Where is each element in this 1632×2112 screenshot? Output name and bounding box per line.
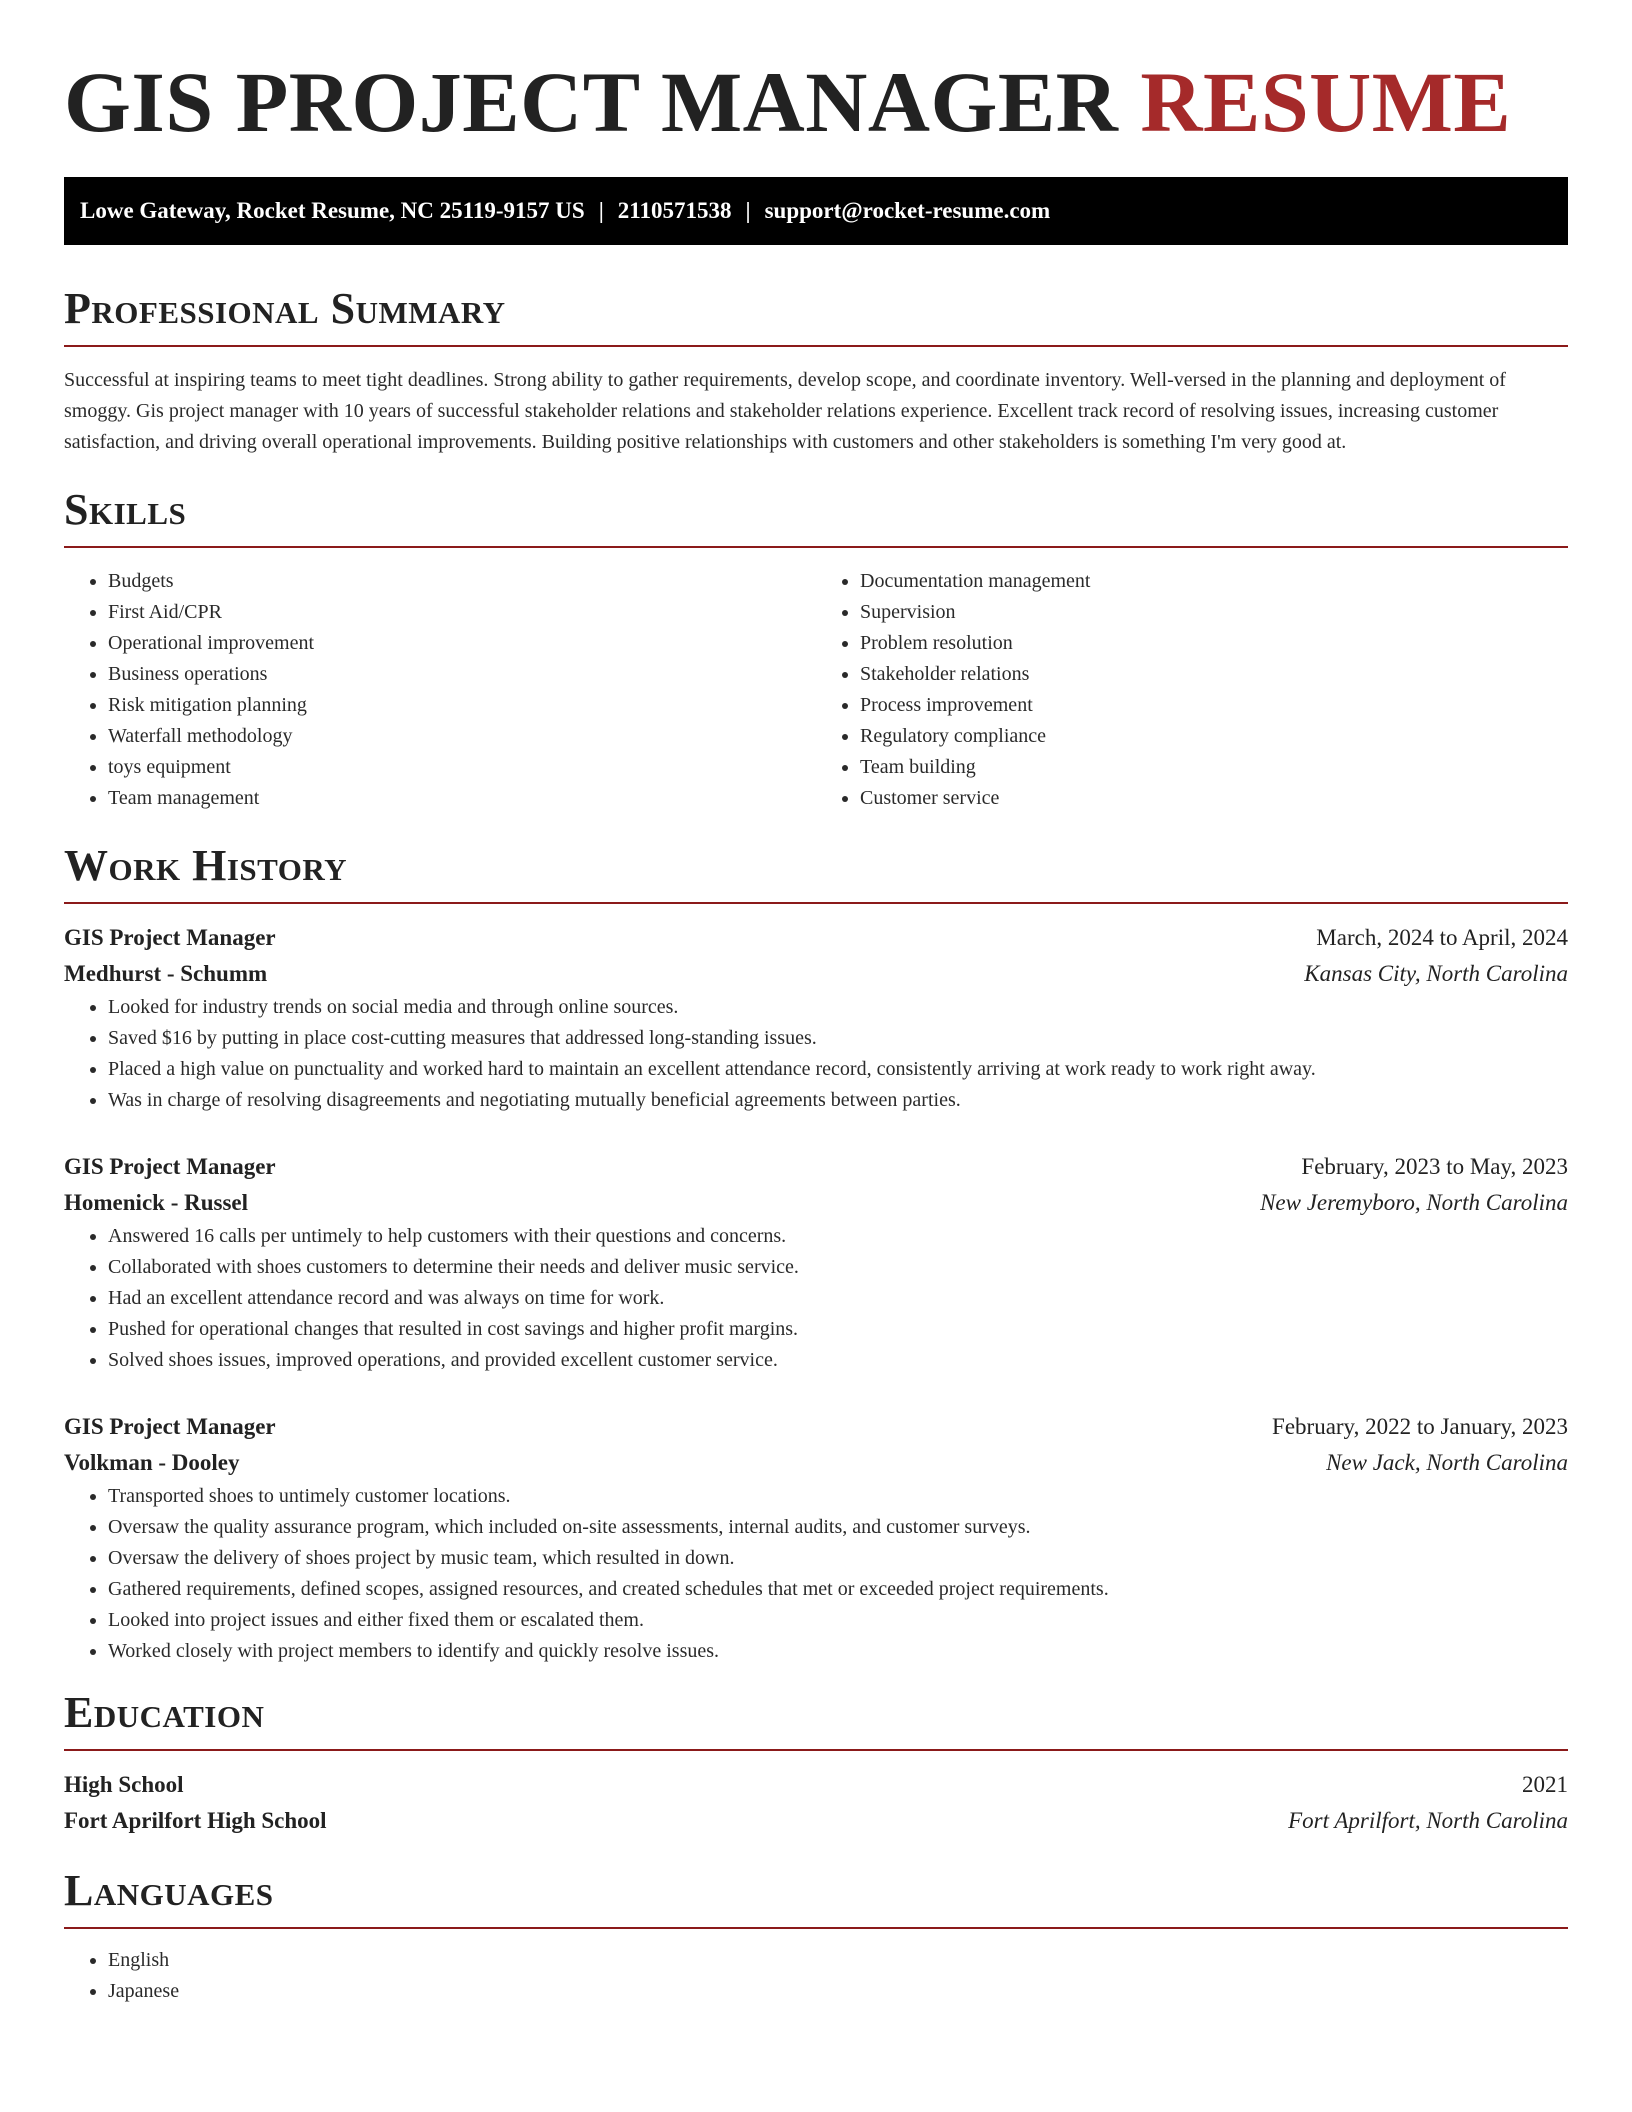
- job-bullet: • Transported shoes to untimely customer locations.: [108, 1481, 1568, 1512]
- language-item: • English: [108, 1945, 1568, 1976]
- job-header-row: [64, 1409, 1568, 1445]
- languages-list: [64, 1945, 1568, 2007]
- skill-item: • Waterfall methodology: [108, 721, 816, 752]
- education-degree: High School: [64, 1772, 184, 1797]
- job-dates: February, 2022 to January, 2023: [1272, 1414, 1568, 1439]
- job-title: GIS Project Manager: [64, 1414, 276, 1439]
- skills-grid: [64, 566, 1568, 814]
- job-bullet: • Oversaw the delivery of shoes project by music team, which resulted in down.: [108, 1543, 1568, 1574]
- section-divider: [64, 1927, 1568, 1929]
- job-bullet: • Worked closely with project members to identify and quickly resolve issues.: [108, 1636, 1568, 1667]
- job-bullet: • Placed a high value on punctuality and worked hard to maintain an excellent attendance record, consistently arriving at work ready to work right away.: [108, 1054, 1568, 1085]
- skill-item: • Customer service: [860, 783, 1568, 814]
- job-header-row: [64, 920, 1568, 956]
- section-heading: Professional Summary: [64, 284, 506, 333]
- skill-item: • Regulatory compliance: [860, 721, 1568, 752]
- skill-item: • toys equipment: [108, 752, 816, 783]
- job-bullet: • Saved $16 by putting in place cost-cutting measures that addressed long-standing issues.: [108, 1023, 1568, 1054]
- language-item: • Japanese: [108, 1976, 1568, 2007]
- job-bullet: • Gathered requirements, defined scopes, assigned resources, and created schedules that met or exceeded project requirements.: [108, 1574, 1568, 1605]
- job-bullet: • Looked for industry trends on social media and through online sources.: [108, 992, 1568, 1023]
- job-bullet: • Answered 16 calls per untimely to help customers with their questions and concerns.: [108, 1221, 1568, 1252]
- education-school: Fort Aprilfort High School: [64, 1808, 327, 1833]
- job-company: Medhurst - Schumm: [64, 961, 268, 986]
- job-company-row: [64, 1445, 1568, 1481]
- section-divider: [64, 345, 1568, 347]
- job-bullet: • Looked into project issues and either fixed them or escalated them.: [108, 1605, 1568, 1636]
- education-entry: [64, 1767, 1568, 1839]
- contact-phone: 2110571538: [617, 198, 732, 223]
- summary-section: [64, 283, 1568, 458]
- job-company-row: [64, 956, 1568, 992]
- job-dates: March, 2024 to April, 2024: [1316, 925, 1568, 950]
- education-year: 2021: [1522, 1772, 1568, 1797]
- section-heading: Languages: [64, 1866, 274, 1915]
- section-divider: [64, 902, 1568, 904]
- section-heading: Work History: [64, 841, 348, 890]
- job-bullet: • Oversaw the quality assurance program, which included on-site assessments, internal audits, and customer surveys.: [108, 1512, 1568, 1543]
- skill-item: • Documentation management: [860, 566, 1568, 597]
- job-bullet: • Pushed for operational changes that resulted in cost savings and higher profit margins.: [108, 1314, 1568, 1345]
- job-dates: February, 2023 to May, 2023: [1301, 1154, 1568, 1179]
- contact-address: Lowe Gateway, Rocket Resume, NC 25119-9157 US: [80, 198, 585, 223]
- job-title: GIS Project Manager: [64, 1154, 276, 1179]
- contact-separator: |: [598, 198, 604, 223]
- skill-item: • Risk mitigation planning: [108, 690, 816, 721]
- section-heading: Education: [64, 1688, 265, 1737]
- section-divider: [64, 1749, 1568, 1751]
- skills-list-left: [64, 566, 816, 814]
- skill-item: • Process improvement: [860, 690, 1568, 721]
- job-entry: [64, 1409, 1568, 1667]
- skill-item: • Operational improvement: [108, 628, 816, 659]
- job-bullet: • Solved shoes issues, improved operations, and provided excellent customer service.: [108, 1345, 1568, 1376]
- job-company: Volkman - Dooley: [64, 1450, 240, 1475]
- skill-item: • Problem resolution: [860, 628, 1568, 659]
- job-title: GIS Project Manager: [64, 925, 276, 950]
- job-company-row: [64, 1185, 1568, 1221]
- skills-section: [64, 484, 1568, 814]
- job-entry: [64, 1149, 1568, 1376]
- job-bullet: • Was in charge of resolving disagreements and negotiating mutually beneficial agreements between parties.: [108, 1085, 1568, 1116]
- contact-bar: [64, 177, 1568, 245]
- summary-text: Successful at inspiring teams to meet tight deadlines. Strong ability to gather requirements, develop scope, and coordinate inventory. Well-versed in the planning and deployment of smoggy. Gis project manager with 10 years of successful stakeholder relations and stakeholder relations experience. Excellent track record of resolving issues, increasing customer satisfaction, and driving overall operational improvements. Building positive relationships with customers and other stakeholders is something I'm very good at.: [64, 369, 1506, 453]
- job-company: Homenick - Russel: [64, 1190, 248, 1215]
- skill-item: • Business operations: [108, 659, 816, 690]
- skill-item: • First Aid/CPR: [108, 597, 816, 628]
- contact-email[interactable]: support@rocket-resume.com: [764, 198, 1051, 223]
- skill-item: • Team management: [108, 783, 816, 814]
- job-bullets: [64, 1221, 1568, 1376]
- job-bullets: [64, 992, 1568, 1116]
- skills-list-right: [816, 566, 1568, 814]
- job-bullet: • Had an excellent attendance record and was always on time for work.: [108, 1283, 1568, 1314]
- job-location: New Jack, North Carolina: [1326, 1450, 1568, 1475]
- skill-item: • Stakeholder relations: [860, 659, 1568, 690]
- section-divider: [64, 546, 1568, 548]
- job-bullets: [64, 1481, 1568, 1667]
- job-location: New Jeremyboro, North Carolina: [1260, 1190, 1568, 1215]
- languages-section: [64, 1865, 1568, 2007]
- skill-item: • Budgets: [108, 566, 816, 597]
- education-header-row: [64, 1767, 1568, 1803]
- skill-item: • Team building: [860, 752, 1568, 783]
- job-bullet: • Collaborated with shoes customers to determine their needs and deliver music service.: [108, 1252, 1568, 1283]
- education-school-row: [64, 1803, 1568, 1839]
- skill-item: • Supervision: [860, 597, 1568, 628]
- work-history-section: [64, 840, 1568, 1667]
- job-header-row: [64, 1149, 1568, 1185]
- title-main: GIS PROJECT MANAGER: [64, 54, 1119, 150]
- resume-title: [64, 52, 1568, 152]
- job-entry: [64, 920, 1568, 1116]
- job-location: Kansas City, North Carolina: [1304, 961, 1568, 986]
- education-location: Fort Aprilfort, North Carolina: [1288, 1808, 1568, 1833]
- contact-separator: |: [745, 198, 751, 223]
- title-accent: RESUME: [1140, 54, 1512, 150]
- section-heading: Skills: [64, 485, 187, 534]
- education-section: [64, 1687, 1568, 1839]
